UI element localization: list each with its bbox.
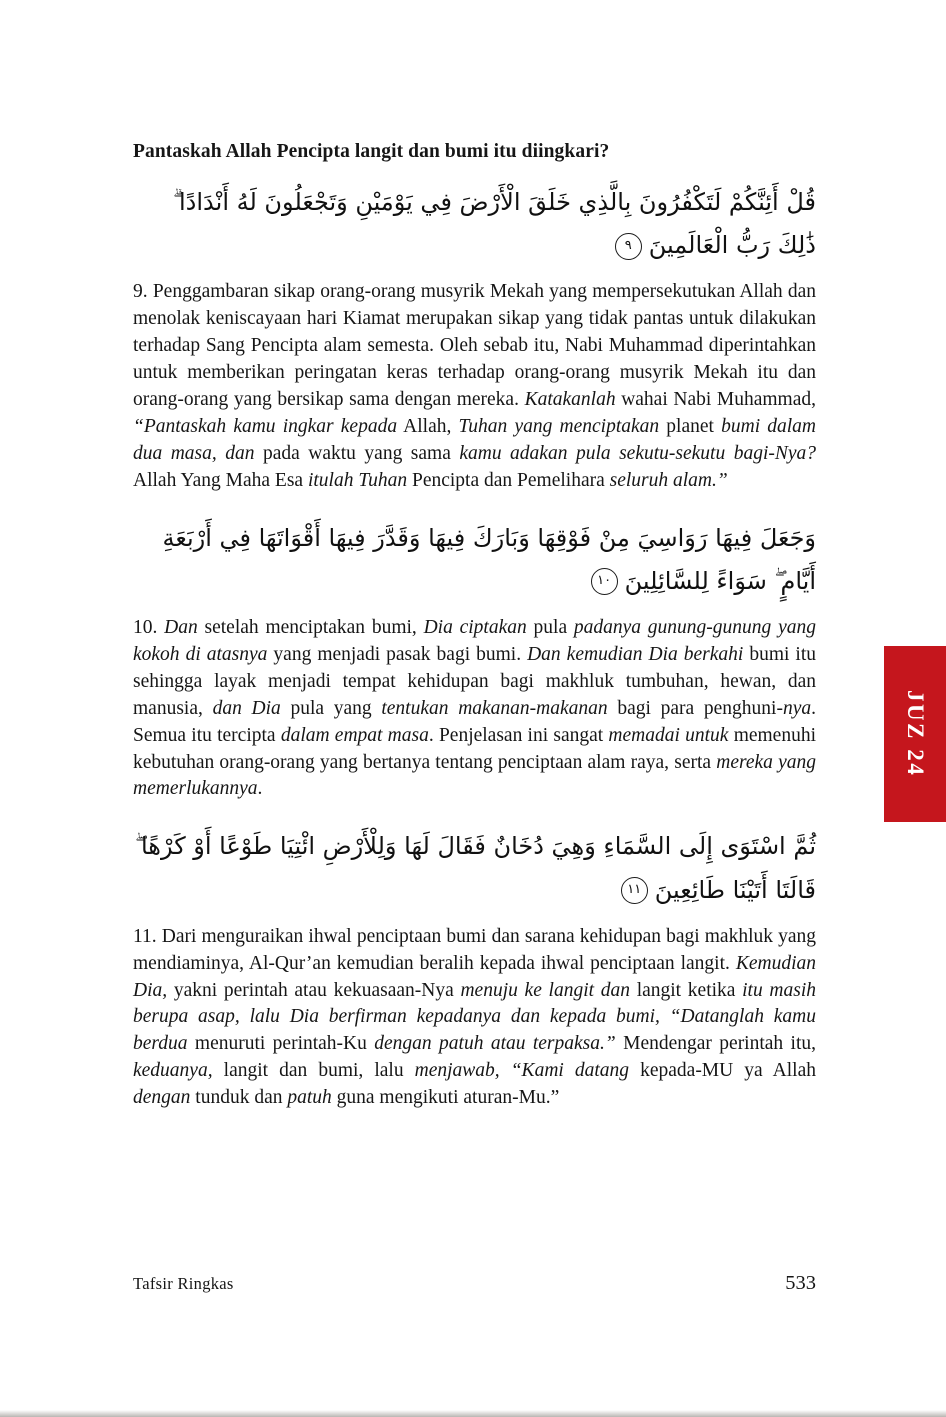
- ayah-number-marker: ٩: [615, 233, 642, 260]
- verse-section-9: [133, 181, 816, 495]
- ayah-number-marker: ١١: [621, 877, 648, 904]
- arabic-verse-text: قُلْ أَئِنَّكُمْ لَتَكْفُرُونَ بِالَّذِي خَلَقَ الْأَرْضَ فِي يَوْمَيْنِ وَتَجْعَلُونَ لَهُ أَنْدَادًا ۗ ذَٰلِكَ رَبُّ الْعَالَمِينَ: [173, 188, 816, 260]
- arabic-verse-10: [133, 517, 816, 603]
- arabic-verse-text: ثُمَّ اسْتَوَى إِلَى السَّمَاءِ وَهِيَ دُخَانٌ فَقَالَ لَهَا وَلِلْأَرْضِ ائْتِيَا طَوْعًا أَوْ كَرْهًا ۖ قَالَتَا أَتَيْنَا طَائِعِينَ: [134, 832, 816, 904]
- footer-page-number: 533: [785, 1272, 816, 1294]
- arabic-verse-11: [133, 825, 816, 911]
- verse-section-11: [133, 825, 816, 1112]
- page-edge-shadow: [0, 1410, 946, 1417]
- arabic-verse-9: [133, 181, 816, 267]
- page-content: [133, 141, 816, 1134]
- commentary-paragraph-10: 10. Dan setelah menciptakan bumi, Dia ciptakan pula padanya gunung-gunung yang kokoh di atasnya yang menjadi pasak bagi bumi. Dan kemudian Dia berkahi bumi itu sehingga layak menjadi tempat kehidupan bagi makhluk tumbuhan, hewan, dan manusia, dan Dia pula yang tentukan makanan-makanan bagi para penghuni-nya. Semua itu tercipta dalam empat masa. Penjelasan ini sangat memadai untuk memenuhi kebutuhan orang-orang yang bertanya tentang penciptaan alam raya, serta mereka yang memerlukannya.: [133, 617, 817, 800]
- page-footer: [133, 1272, 816, 1295]
- juz-tab-label: JUZ 24: [903, 690, 928, 778]
- commentary-paragraph-9: 9. Penggambaran sikap orang-orang musyrik Mekah yang mempersekutukan Allah dan menolak keniscayaan hari Kiamat merupakan sikap yang tidak pantas untuk dilakukan terhadap Sang Pencipta alam semesta. Oleh sebab itu, Nabi Muhammad diperintahkan untuk memberikan peringatan keras terhadap orang-orang musyrik Mekah itu dan orang-orang yang bersikap sama dengan mereka. Katakanlah wahai Nabi Muhammad, “Pantaskah kamu ingkar kepada Allah, Tuhan yang menciptakan planet bumi dalam dua masa, dan pada waktu yang sama kamu adakan pula sekutu-sekutu bagi-Nya? Allah Yang Maha Esa itulah Tuhan Pencipta dan Pemelihara seluruh alam.”: [133, 281, 817, 491]
- juz-tab: [884, 646, 946, 822]
- ayah-number-marker: ١٠: [591, 568, 618, 595]
- commentary-paragraph-11: 11. Dari menguraikan ihwal penciptaan bumi dan sarana kehidupan bagi makhluk yang mendiaminya, Al-Qur’an kemudian beralih kepada ihwal penciptaan langit. Kemudian Dia, yakni perintah atau kekuasaan-Nya menuju ke langit dan langit ketika itu masih berupa asap, lalu Dia berfirman kepadanya dan kepada bumi, “Datanglah kamu berdua menuruti perintah-Ku dengan patuh atau terpaksa.” Mendengar perintah itu, keduanya, langit dan bumi, lalu menjawab, “Kami datang kepada-MU ya Allah dengan tunduk dan patuh guna mengikuti aturan-Mu.”: [133, 925, 817, 1109]
- footer-book-title: Tafsir Ringkas: [133, 1274, 234, 1293]
- arabic-verse-text: وَجَعَلَ فِيهَا رَوَاسِيَ مِنْ فَوْقِهَا وَبَارَكَ فِيهَا وَقَدَّرَ فِيهَا أَقْوَاتَهَا فِي أَرْبَعَةِ أَيَّامٍ ۖ سَوَاءً لِلسَّائِلِينَ: [162, 523, 816, 595]
- verse-section-10: [133, 517, 816, 804]
- section-heading: Pantaskah Allah Pencipta langit dan bumi itu diingkari?: [133, 141, 610, 162]
